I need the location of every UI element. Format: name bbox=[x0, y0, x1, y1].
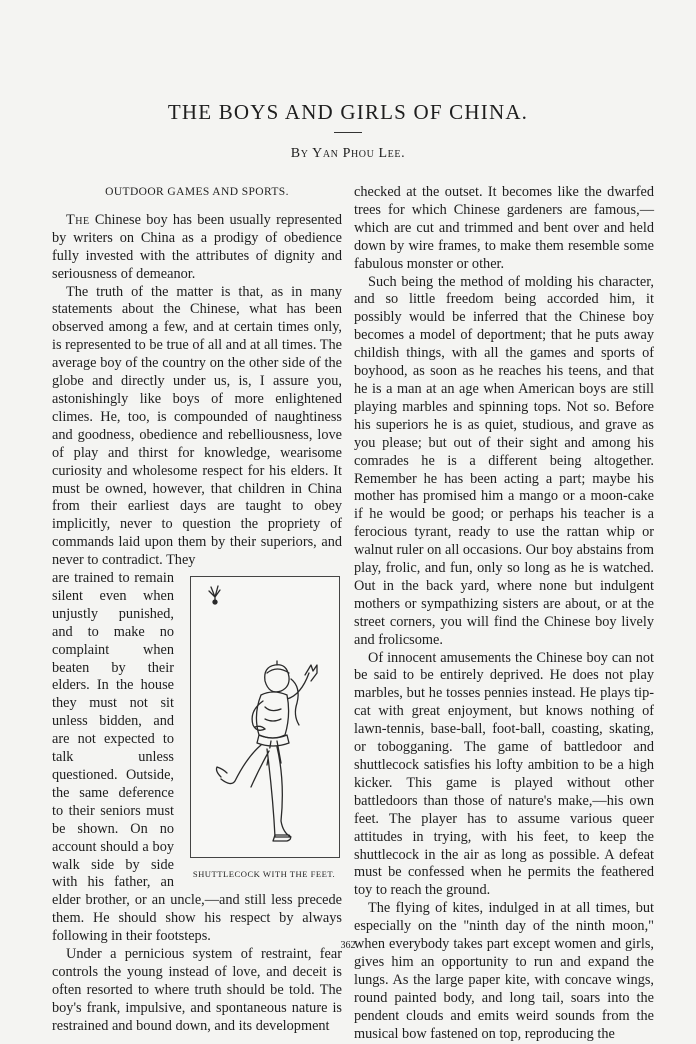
paragraph-continued: checked at the outset. It becomes like the dwarfed trees for which Chinese gardeners are famous,—which are cut and trimmed and bent over and held down by wire frames, to make them resemble some fabulous monster or other. bbox=[354, 184, 654, 272]
paragraph-intro-text: Chinese boy has been usually represented by writers on China as a prodigy of obedience fully invested with the attributes of dignity and seriousness of demeanor. bbox=[52, 211, 342, 282]
paragraph-kites: The flying of kites, indulged in at all times, but especially on the "ninth day of the ninth moon," when everybody takes part except women and girls, gives him an opportunity to run and expand the lungs. As the large paper kite, with concave wings, round painted body, and long tail, soars into the pendent clouds and emits weird sounds from the musical bow fastened on top, reproducing the bbox=[354, 900, 654, 1042]
paragraph-lead-word: The bbox=[66, 211, 90, 228]
paragraph-molding: Such being the method of molding his character, and so little freedom being accorded him, it possibly would be inferred that the Chinese boy becomes a model of deportment; that he puts away childish things, with all the games and sports of boyhood, as soon as he reaches his teens, and that he is a man at an age when American boys are still playing marbles and spinning tops. Not so. Before his superiors he is as quiet, studious, and grave as you please; but out of their sight and among his comrades he is a different being altogether. Remember he has been acting a part; maybe his mother has promised him a mango or a moon-cake if he would be good; or perhaps his teacher is a ferocious tyrant, ready to use the rattan whip or walnut ruler on all occasions. Our boy abstains from play, frolic, and fun, only so long as he is watched. Out in the back yard, where none but indulgent mothers or sympathizing sisters are about, or at the street corners, you will find the Chinese boy lively and frolicsome. bbox=[354, 273, 654, 648]
shuttlecock-icon bbox=[209, 586, 220, 601]
title-divider bbox=[334, 132, 362, 133]
paragraph-restraint: Under a pernicious system of restraint, fear controls the young instead of love, and deceit is often resorted to where truth should be told. The boy's frank, impulsive, and spontaneous nature is restrained and bound down, and its development bbox=[52, 946, 342, 1034]
section-heading: OUTDOOR GAMES AND SPORTS. bbox=[105, 186, 289, 198]
right-column bbox=[354, 184, 654, 1044]
shuttlecock-player-drawing bbox=[191, 577, 339, 857]
illustration-figure bbox=[182, 576, 342, 887]
article-title: THE BOYS AND GIRLS OF CHINA. bbox=[167, 100, 529, 124]
paragraph-intro bbox=[52, 212, 342, 284]
paragraph-trained: are trained to remain silent even when unjustly punished, and to make no complaint when beaten by their elders. In the house they must not sit unless bidden, and are not expected to talk unless questioned. Outside, the same deference to their seniors must be shown. On no account should a boy walk side by side with his father, an elder brother, or an uncle,—and still less precede them. He should show his respect by always following in their footsteps. bbox=[52, 570, 342, 945]
paragraph-amusements: Of innocent amusements the Chinese boy can not be said to be entirely deprived. He does not play marbles, but he tosses pennies instead. He plays tip-cat with great enjoyment, but knows nothing of lawn-tennis, base-ball, foot-ball, coasting, skating, or tobogganing. The game of battledoor and shuttlecock satisfies his lofty ambition to be a high kicker. This game is played without other battledoors than those of nature's make,—his own feet. The player has to assume various queer attitudes in trying, with his feet, to keep the shuttlecock in the air as long as possible. A defeat must be confessed when he permits the feathered toy to reach the ground. bbox=[354, 649, 654, 899]
page-number: 362 bbox=[340, 940, 356, 951]
illustration-frame bbox=[190, 576, 340, 858]
illustration-caption: SHUTTLECOCK WITH THE FEET. bbox=[192, 869, 336, 880]
paragraph-truth: The truth of the matter is that, as in many statements about the Chinese, what has been observed among a few, and at certain times only, is represented to be true of all and at all times. The average boy of the country on the other side of the globe and directly under us, is, I assure you, astonishingly like boys of more enlightened climes. He, too, is compounded of naughtiness and goodness, obedience and rebelliousness, love of play and thirst for knowledge, wearisome curiosity and wholesome respect for his elders. It must be owned, however, that children in China from their earliest days are taught to obey implicitly, never to question the propriety of commands laid upon them by their superiors, and never to contradict. They bbox=[52, 283, 342, 569]
article-byline: By Yan Phou Lee. bbox=[290, 146, 406, 161]
left-column bbox=[52, 184, 342, 1036]
